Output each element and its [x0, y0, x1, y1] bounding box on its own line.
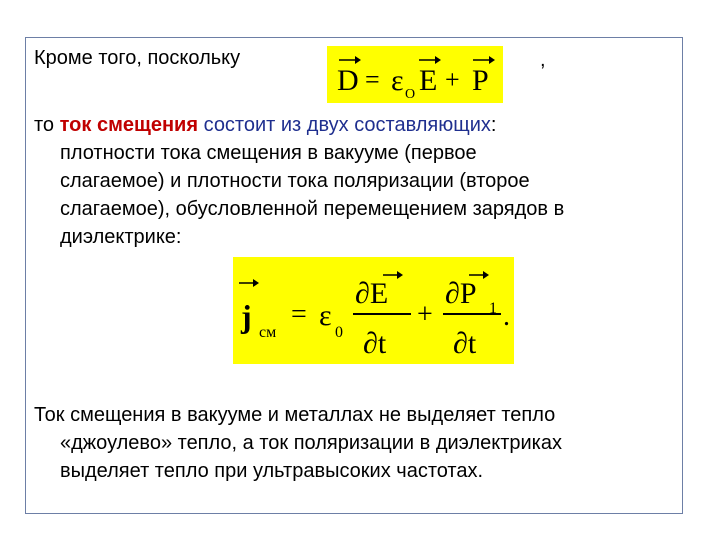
vector-arrow-head-d [355, 56, 361, 64]
symbol-d: D [337, 64, 359, 97]
vector-arrow-head-e2 [397, 271, 403, 279]
fraction2-numerator: ∂P [445, 277, 477, 310]
vector-arrow-head-e [435, 56, 441, 64]
highlight-term: ток смещения [59, 114, 199, 136]
intro-line: Кроме того, поскольку [34, 47, 241, 69]
fraction2-denominator: ∂t [453, 327, 477, 360]
formula-period: . [503, 301, 510, 332]
paragraph-line: «джоулево» тепло, а ток поляризации в диэлектриках [60, 432, 562, 454]
fraction1-denominator: ∂t [363, 327, 387, 360]
fraction1-numerator: ∂E [355, 277, 389, 310]
paragraph-line: Ток смещения в вакууме и металлах не выделяет тепло [34, 404, 556, 426]
paragraph-line: диэлектрике: [60, 226, 182, 248]
paragraph-first-line [34, 111, 674, 139]
paragraph-line: слагаемое), обусловленной перемещением зарядов в [60, 198, 565, 220]
formula-displacement-current-density [233, 257, 514, 364]
paragraph-heat [34, 401, 674, 485]
symbol-e: E [419, 64, 438, 97]
paragraph-line: слагаемое) и плотности тока поляризации (второе [60, 170, 530, 192]
colon: : [490, 114, 497, 136]
paragraph-line: выделяет тепло при ультравысоких частотах. [60, 460, 484, 482]
comma: , [540, 49, 546, 71]
formula-electric-displacement [327, 46, 503, 103]
j-subscript: см [259, 324, 277, 341]
epsilon-subscript-1: O [405, 87, 416, 102]
plus-sign-1: + [445, 65, 460, 94]
fraction2-numerator-subscript: 1 [489, 300, 497, 317]
equals-sign-1: = [365, 65, 380, 94]
vector-arrow-head-p2 [483, 271, 489, 279]
blue-phrase: состоит из двух составляющих [198, 114, 491, 136]
equals-sign-2: = [291, 299, 307, 330]
plus-sign-2: + [417, 299, 433, 330]
symbol-p: P [472, 64, 489, 97]
epsilon-subscript-2: 0 [335, 324, 343, 341]
symbol-j: j [241, 298, 252, 334]
symbol-epsilon-2: ε [319, 299, 332, 332]
vector-arrow-head-j [253, 279, 259, 287]
text-prefix: то [34, 114, 60, 136]
paragraph-line: плотности тока смещения в вакууме (первое [60, 142, 477, 164]
vector-arrow-head-p [489, 56, 495, 64]
symbol-epsilon-1: ε [391, 64, 404, 97]
paragraph-displacement-current [34, 111, 674, 251]
